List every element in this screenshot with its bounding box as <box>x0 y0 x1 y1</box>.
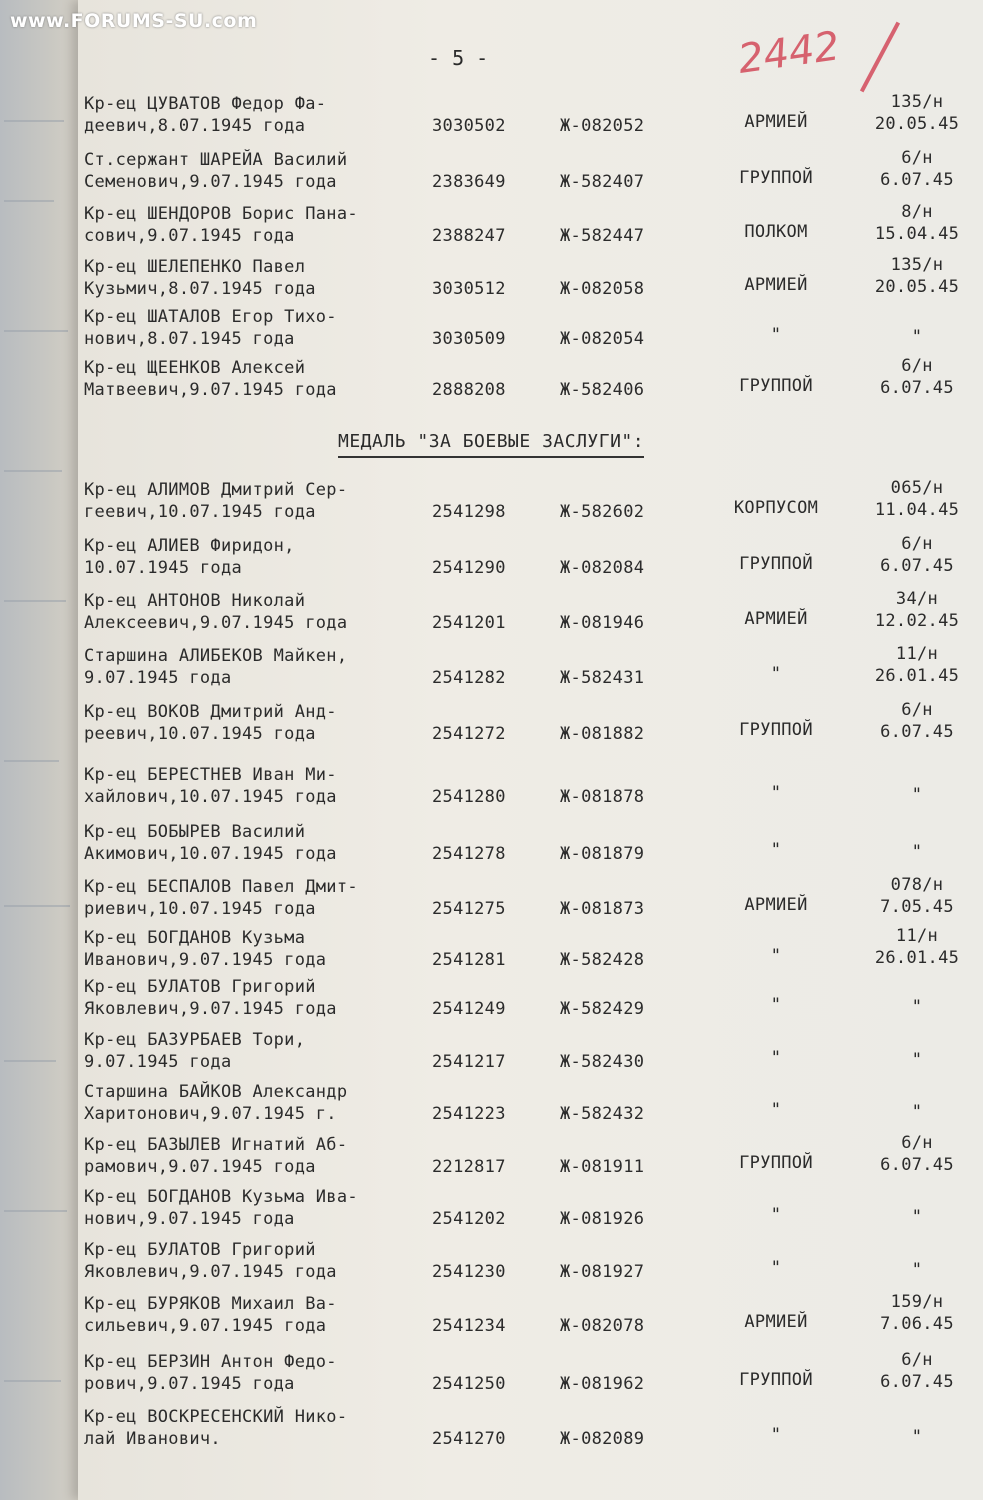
name-line-2: Харитонович,9.07.1945 г. <box>84 1104 337 1124</box>
order-number: 065/н <box>890 478 944 498</box>
award-entry <box>84 589 974 645</box>
name-line-2: лай Иванович. <box>84 1429 221 1449</box>
medal-number: 2212817 <box>432 1157 506 1177</box>
order-date: " <box>911 1260 923 1280</box>
name-line-1: Кр-ец ШАТАЛОВ Егор Тихо- <box>84 307 337 327</box>
certificate-number: Ж-582432 <box>560 1104 645 1124</box>
awarding-authority: ПОЛКОМ <box>744 222 808 242</box>
order-date: 6.07.45 <box>880 378 954 398</box>
handwritten-archive-number: 2442 <box>735 23 843 83</box>
order-date: " <box>911 842 923 862</box>
order-number: 6/н <box>901 148 933 168</box>
medal-number: 2541249 <box>432 999 506 1019</box>
order-date: 6.07.45 <box>880 1155 954 1175</box>
order-date: 26.01.45 <box>874 948 960 968</box>
medal-number: 2541201 <box>432 613 506 633</box>
certificate-number: Ж-582447 <box>560 226 645 246</box>
name-line-2: Иванович,9.07.1945 года <box>84 950 327 970</box>
order-number: 34/н <box>895 589 939 609</box>
award-entry <box>84 700 974 756</box>
certificate-number: Ж-081911 <box>560 1157 645 1177</box>
awarding-authority: " <box>770 840 782 860</box>
name-line-2: деевич,8.07.1945 года <box>84 116 306 136</box>
name-line-2: 9.07.1945 года <box>84 1052 232 1072</box>
name-line-2: Акимович,10.07.1945 года <box>84 844 337 864</box>
certificate-number: Ж-082058 <box>560 279 645 299</box>
medal-number: 2541290 <box>432 558 506 578</box>
awarding-authority: ГРУППОЙ <box>739 1153 813 1173</box>
awarding-authority: " <box>770 1048 782 1068</box>
name-line-2: рович,9.07.1945 года <box>84 1374 295 1394</box>
certificate-number: Ж-582407 <box>560 172 645 192</box>
order-date: 11.04.45 <box>874 500 960 520</box>
name-line-1: Ст.сержант ШАРЕЙА Василий <box>84 150 348 170</box>
order-date: 26.01.45 <box>874 666 960 686</box>
medal-number: 2541282 <box>432 668 506 688</box>
award-entry <box>84 1350 974 1406</box>
awarding-authority: АРМИЕЙ <box>744 895 808 915</box>
medal-number: 2541272 <box>432 724 506 744</box>
certificate-number: Ж-582428 <box>560 950 645 970</box>
medal-number: 2541275 <box>432 899 506 919</box>
name-line-1: Кр-ец АЛИМОВ Дмитрий Сер- <box>84 480 348 500</box>
awarding-authority: АРМИЕЙ <box>744 112 808 132</box>
medal-number: 2541281 <box>432 950 506 970</box>
medal-number: 2541278 <box>432 844 506 864</box>
order-date: 12.02.45 <box>874 611 960 631</box>
certificate-number: Ж-082084 <box>560 558 645 578</box>
order-number: 159/н <box>890 1292 944 1312</box>
name-line-1: Кр-ец ШЕЛЕПЕНКО Павел <box>84 257 306 277</box>
medal-number: 2541298 <box>432 502 506 522</box>
medal-number: 2388247 <box>432 226 506 246</box>
order-date: 20.05.45 <box>874 277 960 297</box>
order-number: 6/н <box>901 1350 933 1370</box>
awarding-authority: " <box>770 325 782 345</box>
award-entry <box>84 820 974 876</box>
medal-number: 2541234 <box>432 1316 506 1336</box>
award-entry <box>84 534 974 590</box>
medal-number: 2541250 <box>432 1374 506 1394</box>
order-number: 6/н <box>901 534 933 554</box>
name-line-2: сович,9.07.1945 года <box>84 226 295 246</box>
award-entry <box>84 1133 974 1189</box>
awarding-authority: " <box>770 946 782 966</box>
name-line-2: Алексеевич,9.07.1945 года <box>84 613 348 633</box>
name-line-1: Кр-ец БУРЯКОВ Михаил Ва- <box>84 1294 337 1314</box>
order-date: 15.04.45 <box>874 224 960 244</box>
certificate-number: Ж-081926 <box>560 1209 645 1229</box>
name-line-1: Кр-ец БОБЫРЕВ Василий <box>84 822 306 842</box>
order-date: " <box>911 327 923 347</box>
order-date: 6.07.45 <box>880 556 954 576</box>
order-date: 6.07.45 <box>880 722 954 742</box>
order-date: 7.05.45 <box>880 897 954 917</box>
order-number: 078/н <box>890 875 944 895</box>
awarding-authority: АРМИЕЙ <box>744 275 808 295</box>
certificate-number: Ж-582406 <box>560 380 645 400</box>
order-number: 11/н <box>895 644 939 664</box>
name-line-1: Кр-ец ЦУВАТОВ Федор Фа- <box>84 94 327 114</box>
order-date: 7.06.45 <box>880 1314 954 1334</box>
name-line-1: Кр-ец ЩЕЕНКОВ Алексей <box>84 358 306 378</box>
awarding-authority: " <box>770 783 782 803</box>
name-line-2: геевич,10.07.1945 года <box>84 502 316 522</box>
medal-number: 2541217 <box>432 1052 506 1072</box>
name-line-1: Кр-ец БОГДАНОВ Кузьма <box>84 928 306 948</box>
certificate-number: Ж-081879 <box>560 844 645 864</box>
certificate-number: Ж-082054 <box>560 329 645 349</box>
name-line-1: Кр-ец ШЕНДОРОВ Борис Пана- <box>84 204 358 224</box>
awarding-authority: ГРУППОЙ <box>739 720 813 740</box>
order-number: 6/н <box>901 700 933 720</box>
awarding-authority: " <box>770 664 782 684</box>
name-line-2: 10.07.1945 года <box>84 558 243 578</box>
certificate-number: Ж-081878 <box>560 787 645 807</box>
awarding-authority: АРМИЕЙ <box>744 609 808 629</box>
name-line-2: Яковлевич,9.07.1945 года <box>84 1262 337 1282</box>
award-entry <box>84 202 974 258</box>
certificate-number: Ж-081927 <box>560 1262 645 1282</box>
name-line-2: риевич,10.07.1945 года <box>84 899 316 919</box>
name-line-2: Матвеевич,9.07.1945 года <box>84 380 337 400</box>
medal-number: 2541223 <box>432 1104 506 1124</box>
medal-number: 2541280 <box>432 787 506 807</box>
awarding-authority: " <box>770 1205 782 1225</box>
order-number: 11/н <box>895 926 939 946</box>
section-heading: МЕДАЛЬ "ЗА БОЕВЫЕ ЗАСЛУГИ": <box>338 431 644 458</box>
award-entry <box>84 305 974 361</box>
order-date: " <box>911 1050 923 1070</box>
certificate-number: Ж-082078 <box>560 1316 645 1336</box>
name-line-2: нович,9.07.1945 года <box>84 1209 295 1229</box>
medal-number: 3030512 <box>432 279 506 299</box>
award-entry <box>84 763 974 819</box>
name-line-1: Кр-ец АНТОНОВ Николай <box>84 591 306 611</box>
name-line-2: хайлович,10.07.1945 года <box>84 787 337 807</box>
awarding-authority: КОРПУСОМ <box>733 498 819 518</box>
name-line-2: 9.07.1945 года <box>84 668 232 688</box>
award-entry <box>84 1238 974 1294</box>
name-line-1: Кр-ец ВОСКРЕСЕНСКИЙ Нико- <box>84 1407 348 1427</box>
certificate-number: Ж-081873 <box>560 899 645 919</box>
name-line-1: Старшина АЛИБЕКОВ Майкен, <box>84 646 348 666</box>
certificate-number: Ж-582429 <box>560 999 645 1019</box>
awarding-authority: " <box>770 1258 782 1278</box>
award-entry <box>84 255 974 311</box>
medal-number: 2888208 <box>432 380 506 400</box>
award-entry <box>84 1080 974 1136</box>
certificate-number: Ж-082089 <box>560 1429 645 1449</box>
order-date: 6.07.45 <box>880 1372 954 1392</box>
order-number: 6/н <box>901 356 933 376</box>
award-entry <box>84 644 974 700</box>
name-line-1: Кр-ец БАЗЫЛЕВ Игнатий Аб- <box>84 1135 348 1155</box>
order-date: " <box>911 785 923 805</box>
awarding-authority: ГРУППОЙ <box>739 168 813 188</box>
awarding-authority: ГРУППОЙ <box>739 376 813 396</box>
certificate-number: Ж-081946 <box>560 613 645 633</box>
name-line-2: реевич,10.07.1945 года <box>84 724 316 744</box>
award-entry <box>84 478 974 534</box>
name-line-1: Кр-ец БУЛАТОВ Григорий <box>84 977 316 997</box>
certificate-number: Ж-582602 <box>560 502 645 522</box>
order-date: 6.07.45 <box>880 170 954 190</box>
name-line-1: Кр-ец БЕРЕСТНЕВ Иван Ми- <box>84 765 337 785</box>
order-number: 135/н <box>890 255 944 275</box>
order-date: 20.05.45 <box>874 114 960 134</box>
order-number: 6/н <box>901 1133 933 1153</box>
name-line-1: Кр-ец БОГДАНОВ Кузьма Ива- <box>84 1187 358 1207</box>
name-line-2: сильевич,9.07.1945 года <box>84 1316 327 1336</box>
awarding-authority: " <box>770 995 782 1015</box>
name-line-1: Кр-ец БЕСПАЛОВ Павел Дмит- <box>84 877 358 897</box>
medal-number: 2383649 <box>432 172 506 192</box>
awarding-authority: " <box>770 1100 782 1120</box>
medal-number: 3030509 <box>432 329 506 349</box>
name-line-2: Кузьмич,8.07.1945 года <box>84 279 316 299</box>
name-line-2: нович,8.07.1945 года <box>84 329 295 349</box>
name-line-2: рамович,9.07.1945 года <box>84 1157 316 1177</box>
certificate-number: Ж-081962 <box>560 1374 645 1394</box>
name-line-1: Кр-ец БУЛАТОВ Григорий <box>84 1240 316 1260</box>
awarding-authority: ГРУППОЙ <box>739 1370 813 1390</box>
awarding-authority: АРМИЕЙ <box>744 1312 808 1332</box>
award-entry <box>84 148 974 204</box>
medal-number: 2541202 <box>432 1209 506 1229</box>
order-number: 8/н <box>901 202 933 222</box>
name-line-1: Кр-ец ВОКОВ Дмитрий Анд- <box>84 702 337 722</box>
award-entry <box>84 875 974 931</box>
medal-number: 3030502 <box>432 116 506 136</box>
award-entry <box>84 1185 974 1241</box>
awarding-authority: ГРУППОЙ <box>739 554 813 574</box>
award-entry <box>84 92 974 148</box>
medal-number: 2541230 <box>432 1262 506 1282</box>
certificate-number: Ж-582431 <box>560 668 645 688</box>
award-entry <box>84 1405 974 1461</box>
order-number: 135/н <box>890 92 944 112</box>
award-entry <box>84 975 974 1031</box>
watermark: www.FORUMS-SU.com <box>10 10 258 32</box>
previous-page-bleed <box>0 0 84 1500</box>
name-line-1: Кр-ец БАЗУРБАЕВ Тори, <box>84 1030 306 1050</box>
award-entry <box>84 1028 974 1084</box>
certificate-number: Ж-082052 <box>560 116 645 136</box>
certificate-number: Ж-582430 <box>560 1052 645 1072</box>
name-line-2: Семенович,9.07.1945 года <box>84 172 337 192</box>
award-entry <box>84 356 974 412</box>
name-line-1: Кр-ец БЕРЗИН Антон Федо- <box>84 1352 337 1372</box>
award-entry <box>84 926 974 982</box>
order-date: " <box>911 997 923 1017</box>
order-date: " <box>911 1207 923 1227</box>
award-entry <box>84 1292 974 1348</box>
order-date: " <box>911 1427 923 1447</box>
certificate-number: Ж-081882 <box>560 724 645 744</box>
name-line-1: Старшина БАЙКОВ Александр <box>84 1082 348 1102</box>
order-date: " <box>911 1102 923 1122</box>
awarding-authority: " <box>770 1425 782 1445</box>
medal-number: 2541270 <box>432 1429 506 1449</box>
page-number: - 5 - <box>428 46 489 70</box>
name-line-2: Яковлевич,9.07.1945 года <box>84 999 337 1019</box>
name-line-1: Кр-ец АЛИЕВ Фиридон, <box>84 536 295 556</box>
